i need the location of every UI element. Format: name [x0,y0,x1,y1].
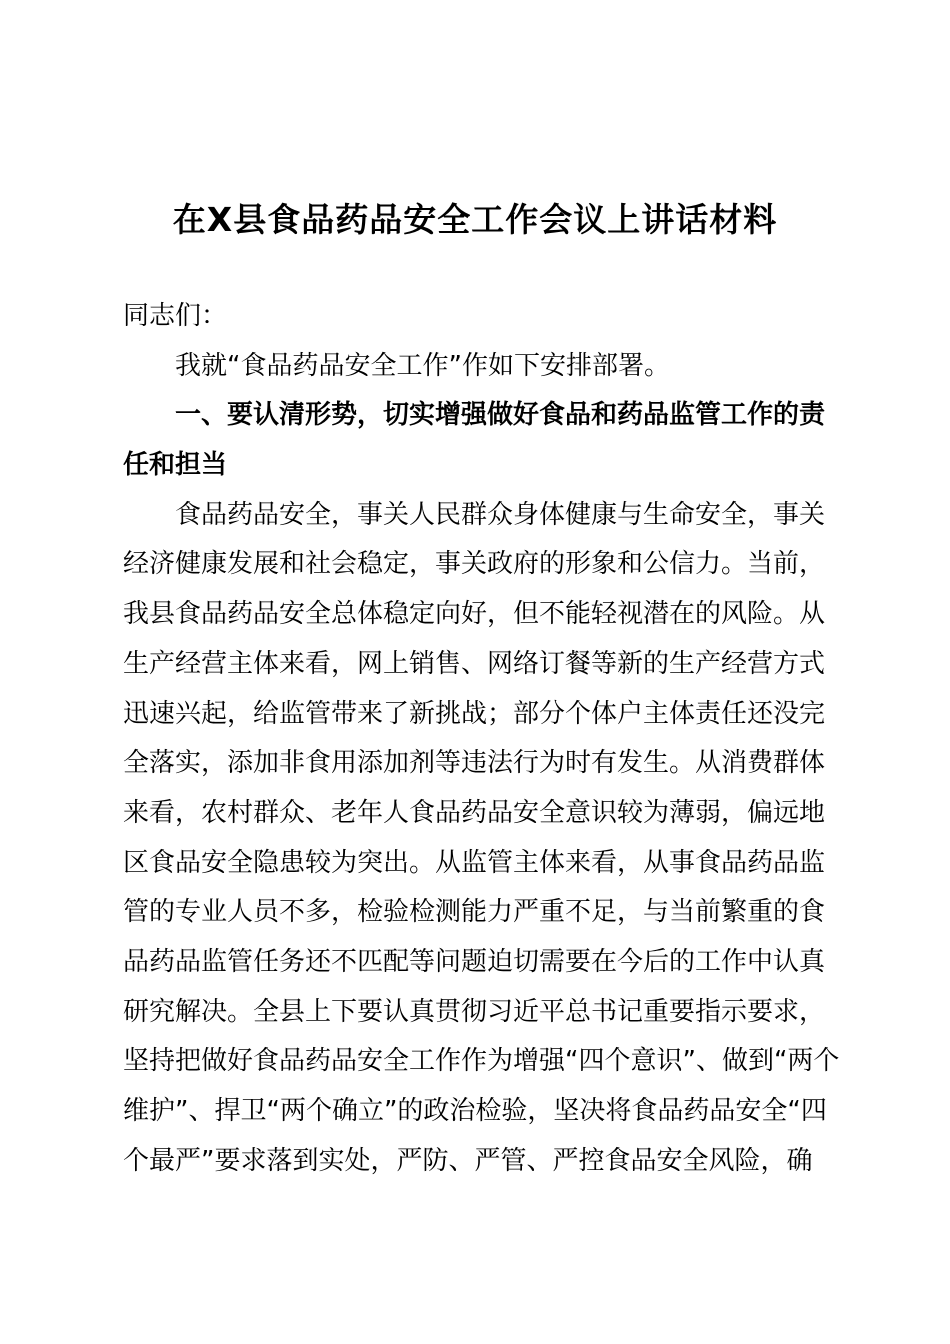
salutation-line: 同志们： [123,301,228,331]
body-line: 品药品监管任务还不匹配等问题迫切需要在今后的工作中认真 [123,946,826,977]
body-line: 研究解决。全县上下要认真贯彻习近平总书记重要指示要求， [123,996,826,1027]
body-line: 全落实，添加非食用添加剂等违法行为时有发生。从消费群体 [123,748,826,779]
document-body [123,292,840,1186]
body-line: 维护”、捍卫“两个确立”的政治检验，坚决将食品药品安全“四 [123,1096,827,1126]
section-heading-line: 任和担当 [123,450,228,481]
body-line: 管的专业人员不多，检验检测能力严重不足，与当前繁重的食 [123,897,826,928]
document-title: 在X县食品药品安全工作会议上讲话材料 [172,200,778,239]
body-line: 经济健康发展和社会稳定，事关政府的形象和公信力。当前， [123,549,826,580]
body-line: 区食品安全隐患较为突出。从监管主体来看，从事食品药品监 [123,847,826,878]
body-line: 食品药品安全，事关人民群众身体健康与生命安全，事关 [175,499,826,530]
section-heading-line: 一、要认清形势，切实增强做好食品和药品监管工作的责 [175,400,826,431]
body-line: 个最严”要求落到实处，严防、严管、严控食品安全风险，确 [123,1145,813,1176]
body-line: 迅速兴起，给监管带来了新挑战；部分个体户主体责任还没完 [123,698,826,729]
body-line: 我县食品药品安全总体稳定向好，但不能轻视潜在的风险。从 [123,599,826,630]
body-line: 来看，农村群众、老年人食品药品安全意识较为薄弱，偏远地 [123,797,826,828]
body-line: 生产经营主体来看，网上销售、网络订餐等新的生产经营方式 [123,648,826,679]
body-line: 坚持把做好食品药品安全工作作为增强“四个意识”、做到“两个 [123,1046,840,1077]
intro-line: 我就“食品药品安全工作”作如下安排部署。 [175,350,670,381]
